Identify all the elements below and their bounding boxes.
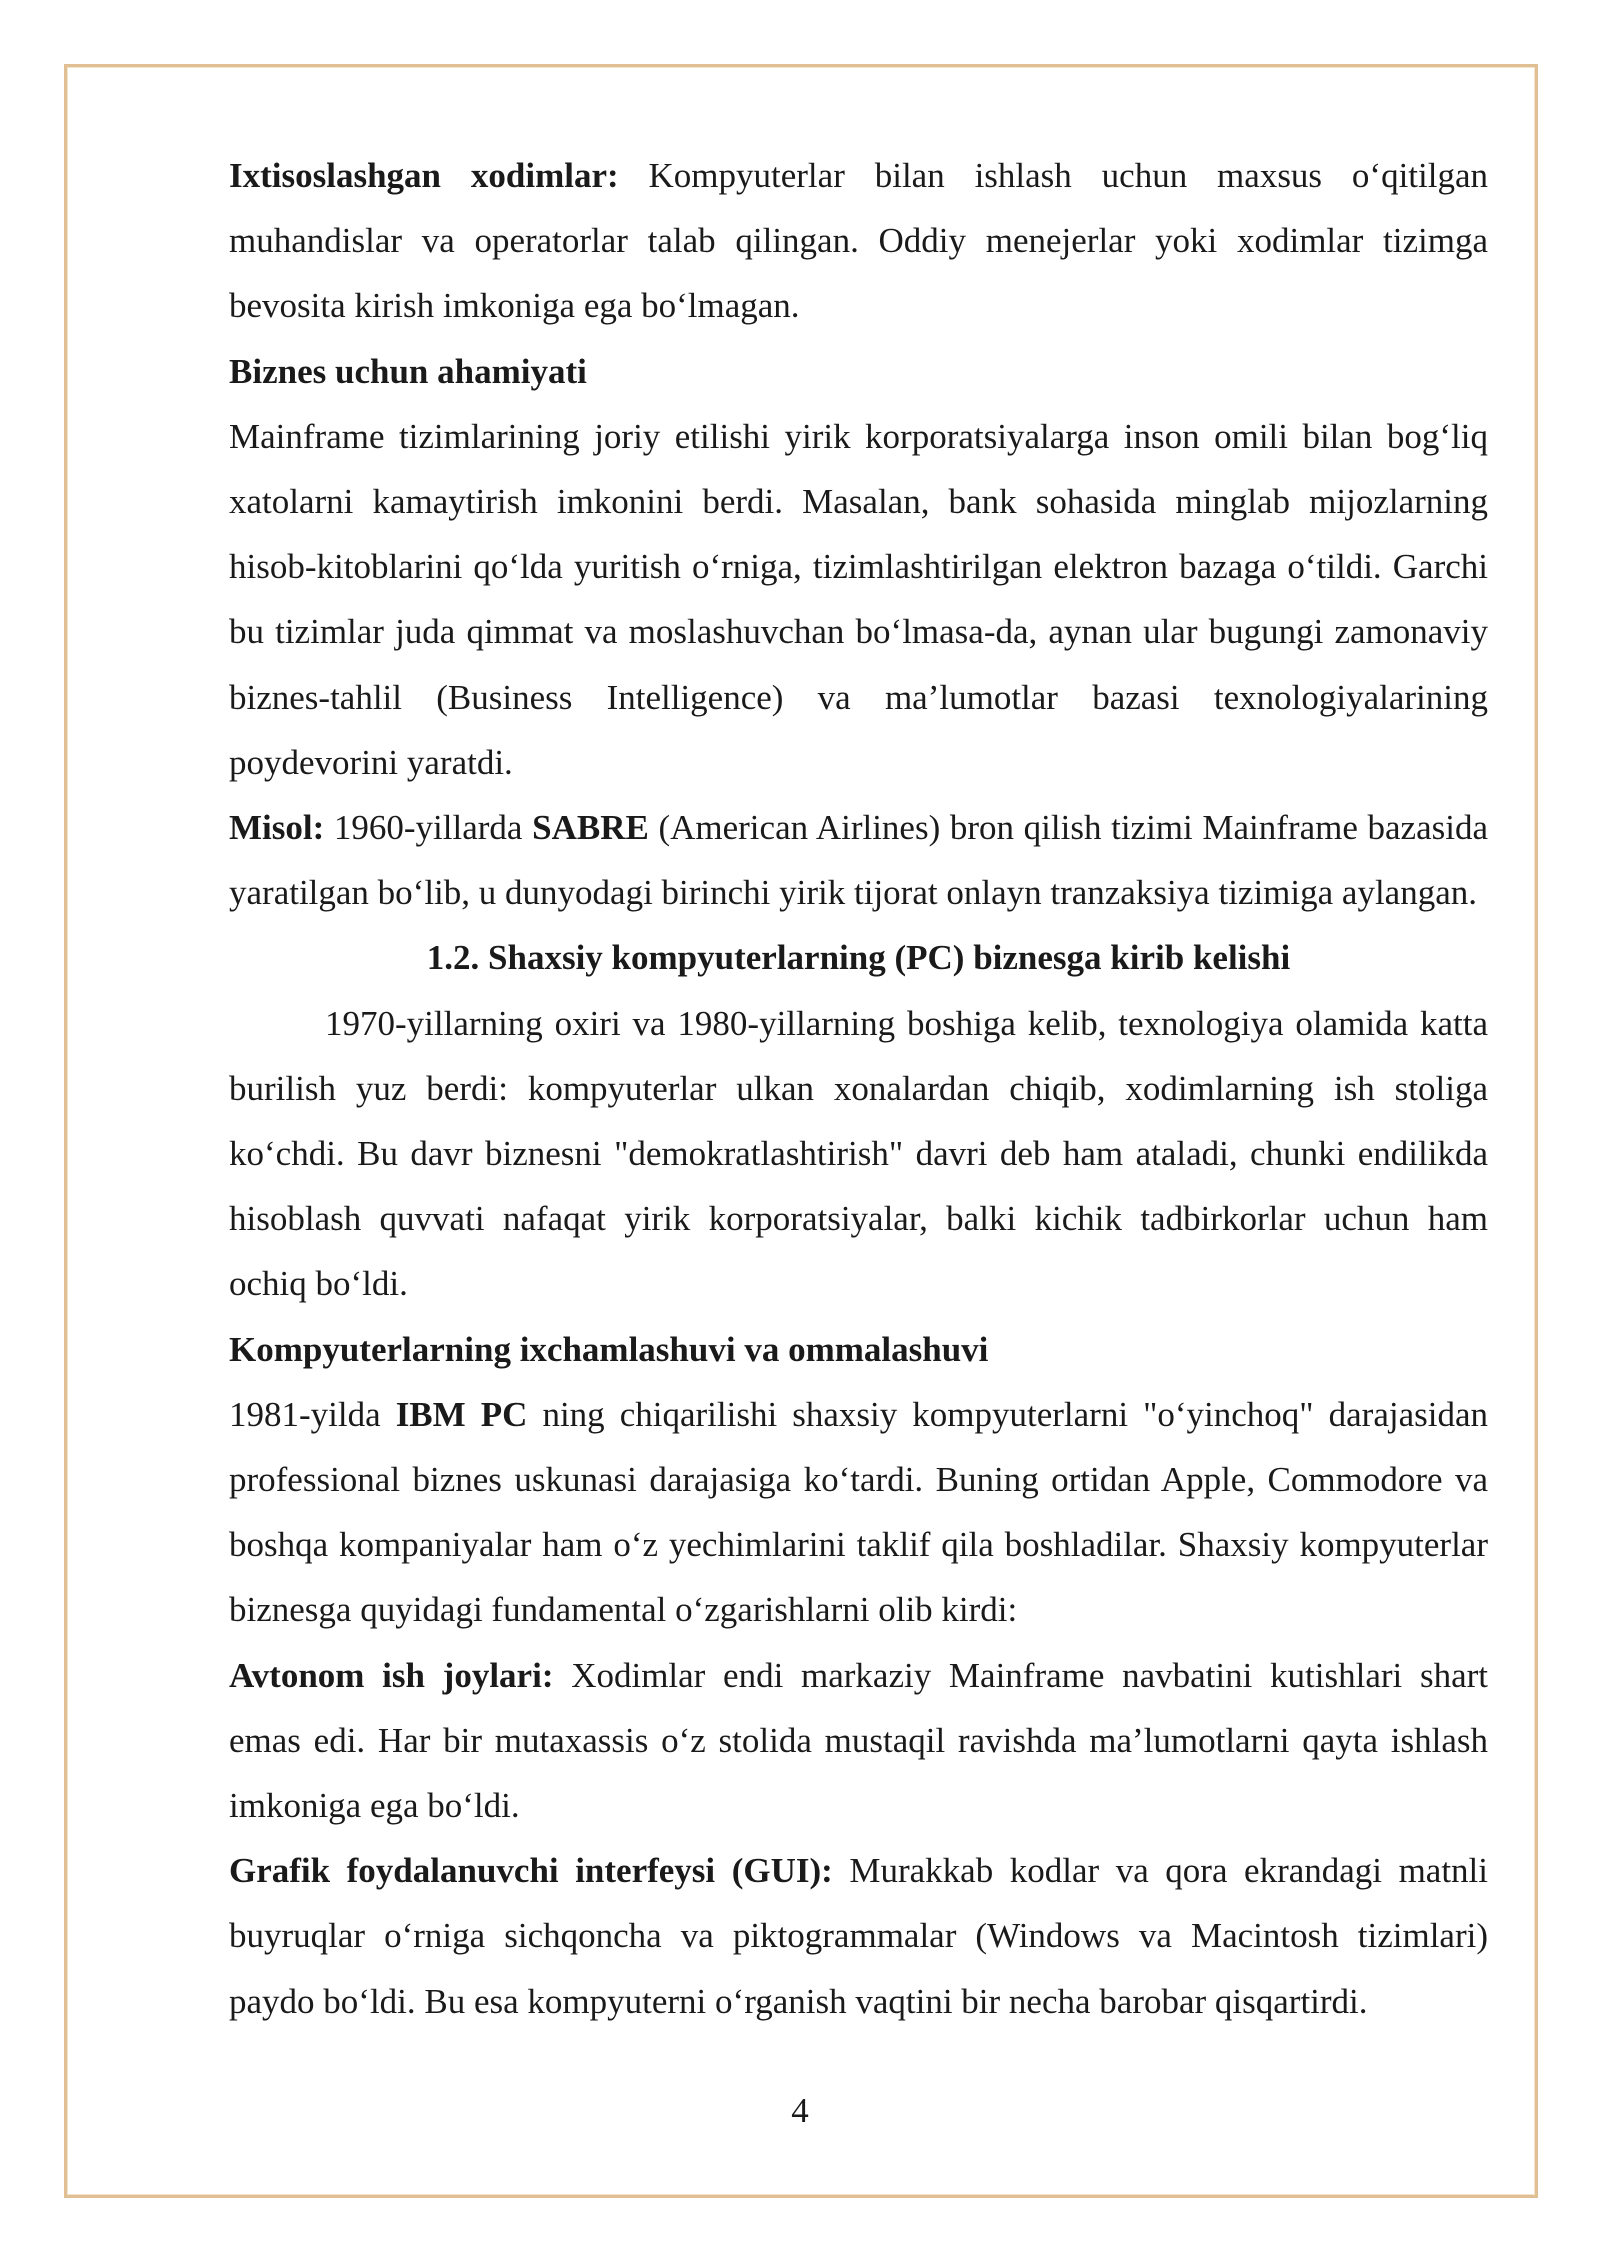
term-label: Grafik foydalanuvchi interfeysi (GUI): <box>229 1851 833 1891</box>
paragraph-text: ning chiqarilishi shaxsiy kompyuterlarni "o‘yinchoq" darajasidan professional biznes uskunasi darajasiga ko‘tardi. Buning ortidan Apple, Commodore va boshqa kompaniyalar ham o‘z yechimlarini taklif qila boshladilar. Shaxsiy kompyuterlar biznesga quyidagi fundamental o‘zgarishlarni olib kirdi: <box>229 1394 1488 1630</box>
term-label: Misol: <box>229 808 325 848</box>
heading-business-importance: Biznes uchun ahamiyati <box>229 351 587 391</box>
document-body <box>229 143 1488 2034</box>
paragraph-text: 1981-yilda <box>229 1394 396 1434</box>
paragraph-text: 1960-yillarda <box>324 808 533 848</box>
paragraph-example <box>229 795 1488 925</box>
bold-term: SABRE <box>532 808 649 848</box>
paragraph-ibm-pc <box>229 1382 1488 1643</box>
paragraph-mainframe-importance: Mainframe tizimlarining joriy etilishi yirik korporatsiyalarga inson omili bilan bog‘liq xatolarni kamaytirish imkonini berdi. Masalan, bank sohasida minglab mijozlarning hisob-kitoblarini qo‘lda yuritish o‘rniga, tizimlashtirilgan elektron bazaga o‘tildi. Garchi bu tizimlar juda qimmat va moslashuvchan bo‘lmasa-da, aynan ular bugungi zamonaviy biznes-tahlil (Business Intelligence) va ma’lumotlar bazasi texnologiyalarining poydevorini yaratdi. <box>229 416 1488 782</box>
paragraph-text: Xodimlar endi markaziy Mainframe navbatini kutishlari shart emas edi. Har bir mutaxassis o‘z stolida mustaqil ravishda ma’lumotlarni qayta ishlash imkoniga ega bo‘ldi. <box>229 1655 1489 1826</box>
heading-compactization: Kompyuterlarning ixchamlashuvi va ommalashuvi <box>229 1329 989 1369</box>
paragraph-gui <box>229 1838 1488 2034</box>
paragraph-specialized-staff <box>229 143 1488 339</box>
term-label: Avtonom ish joylari: <box>229 1655 554 1695</box>
page-number: 4 <box>791 2091 809 2130</box>
paragraph-text: Kompyuterlar bilan ishlash uchun maxsus o‘qitilgan muhandislar va operatorlar talab qilingan. Oddiy menejerlar yoki xodimlar tizimga bevosita kirish imkoniga ega bo‘lmagan. <box>229 156 1489 326</box>
paragraph-pc-intro: 1970-yillarning oxiri va 1980-yillarning boshiga kelib, texnologiya olamida katta burilish yuz berdi: kompyuterlar ulkan xonalardan chiqib, xodimlarning ish stoliga ko‘chdi. Bu davr biznesni "demokratlashtirish" davri deb ham ataladi, chunki endilikda hisoblash quvvati nafaqat yirik korporatsiyalar, balki kichik tadbirkorlar uchun ham ochiq bo‘ldi. <box>229 1003 1488 1304</box>
term-label: Ixtisoslashgan xodimlar: <box>229 156 619 195</box>
paragraph-text: Murakkab kodlar va qora ekrandagi matnli buyruqlar o‘rniga sichqoncha va piktogrammalar (Windows va Macintosh tizimlari) paydo bo‘ldi. Bu esa kompyuterni o‘rganish vaqtini bir necha barobar qisqartirdi. <box>229 1851 1488 2021</box>
bold-term: IBM PC <box>395 1394 528 1434</box>
paragraph-autonomous-workplaces <box>229 1643 1488 1839</box>
section-title: 1.2. Shaxsiy kompyuterlarning (PC) biznesga kirib kelishi <box>426 938 1291 978</box>
paragraph-text: (American Airlines) bron qilish tizimi Mainframe bazasida yaratilgan bo‘lib, u dunyodagi birinchi yirik tijorat onlayn tranzaksiya tizimiga aylangan. <box>229 808 1488 913</box>
